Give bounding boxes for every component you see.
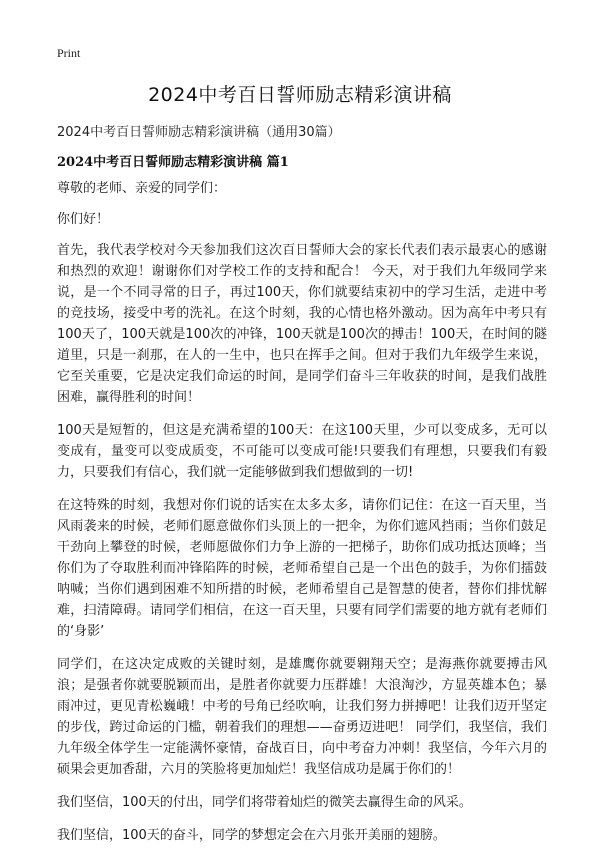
paragraph: 我们坚信，100天的奋斗，同学的梦想定会在六月张开美丽的翅膀。 — [57, 828, 446, 843]
greeting: 你们好！ — [57, 212, 110, 227]
paragraph: 100天是短暂的，但这是充满希望的100天：在这100天里，少可以变成多，无可以变成有，量变可以变成质变，不可能可以变成可能!只要我们有理想，只要我们有毅力，只要我们有信心，我们就一定能够做到我们想做到的一切! — [57, 423, 547, 480]
salutation: 尊敬的老师、亲爱的同学们： — [57, 181, 227, 196]
paragraph: 我们坚信，100天的付出，同学们将带着灿烂的微笑去赢得生命的风采。 — [57, 795, 472, 810]
section-heading: 2024中考百日誓师励志精彩演讲稿 篇1 — [57, 155, 289, 170]
print-label: Print — [57, 46, 81, 60]
document-title: 2024中考百日誓师励志精彩演讲稿 — [148, 84, 452, 106]
paragraph: 在这特殊的时刻，我想对你们说的话实在太多太多，请你们记住：在这一百天里，当风雨袭来的时候，老师们愿意做你们头顶上的一把伞，为你们遮风挡雨；当你们鼓足干劲向上攀登的时候，老师愿做你们力争上游的一把梯子，助你们成功抵达顶峰；当你们为了夺取胜利而冲锋陷阵的时候，老师希望自己是一个出色的鼓手，为你们擂鼓呐喊；当你们遇到困难不知所措的时候，老师希望自己是智慧的使者，替你们排忧解难，扫清障碍。请同学们相信，在这一百天里，只要有同学们需要的地方就有老师们的‘身影’ — [57, 498, 547, 639]
paragraph: 首先，我代表学校对今天参加我们这次百日誓师大会的家长代表们表示最衷心的感谢和热烈的欢迎！谢谢你们对学校工作的支持和配合！ 今天，对于我们九年级同学来说，是一个不同寻常的日子，再过100天，你们就要结束初中的学习生活，走进中考的竞技场，接受中考的洗礼。在这个时刻，我的心情也格外激动。因为高年中考只有100天了，100天就是100次的冲锋，100天就是100次的搏击！100天，在时间的隧道里，只是一刹那，在人的一生中，也只在挥手之间。但对于我们九年级学生来说，它至关重要，它是决定我们命运的时间，是同学们奋斗三年收获的时间，是我们战胜困难，赢得胜利的时间！ — [57, 243, 547, 405]
document-body — [57, 178, 547, 858]
document-subtitle: 2024中考百日誓师励志精彩演讲稿（通用30篇） — [57, 125, 341, 140]
paragraph: 同学们，在这决定成败的关键时刻，是雄鹰你就要翱翔天空；是海燕你就要搏击风浪；是强者你就要脱颖而出，是胜者你就要力压群雄！大浪淘沙，方显英雄本色；暴雨冲过，更见青松巍峨！中考的号角已经吹响，让我们努力拼搏吧！让我们迈开坚定的步伐，跨过命运的门槛，朝着我们的理想——奋勇迈进吧！ 同学们，我坚信，我们九年级全体学生一定能满怀豪情，奋战百日，向中考奋力冲刺！我坚信，今年六月的硕果会更加香甜，六月的笑脸将更加灿烂！我坚信成功是属于你们的！ — [57, 657, 547, 777]
